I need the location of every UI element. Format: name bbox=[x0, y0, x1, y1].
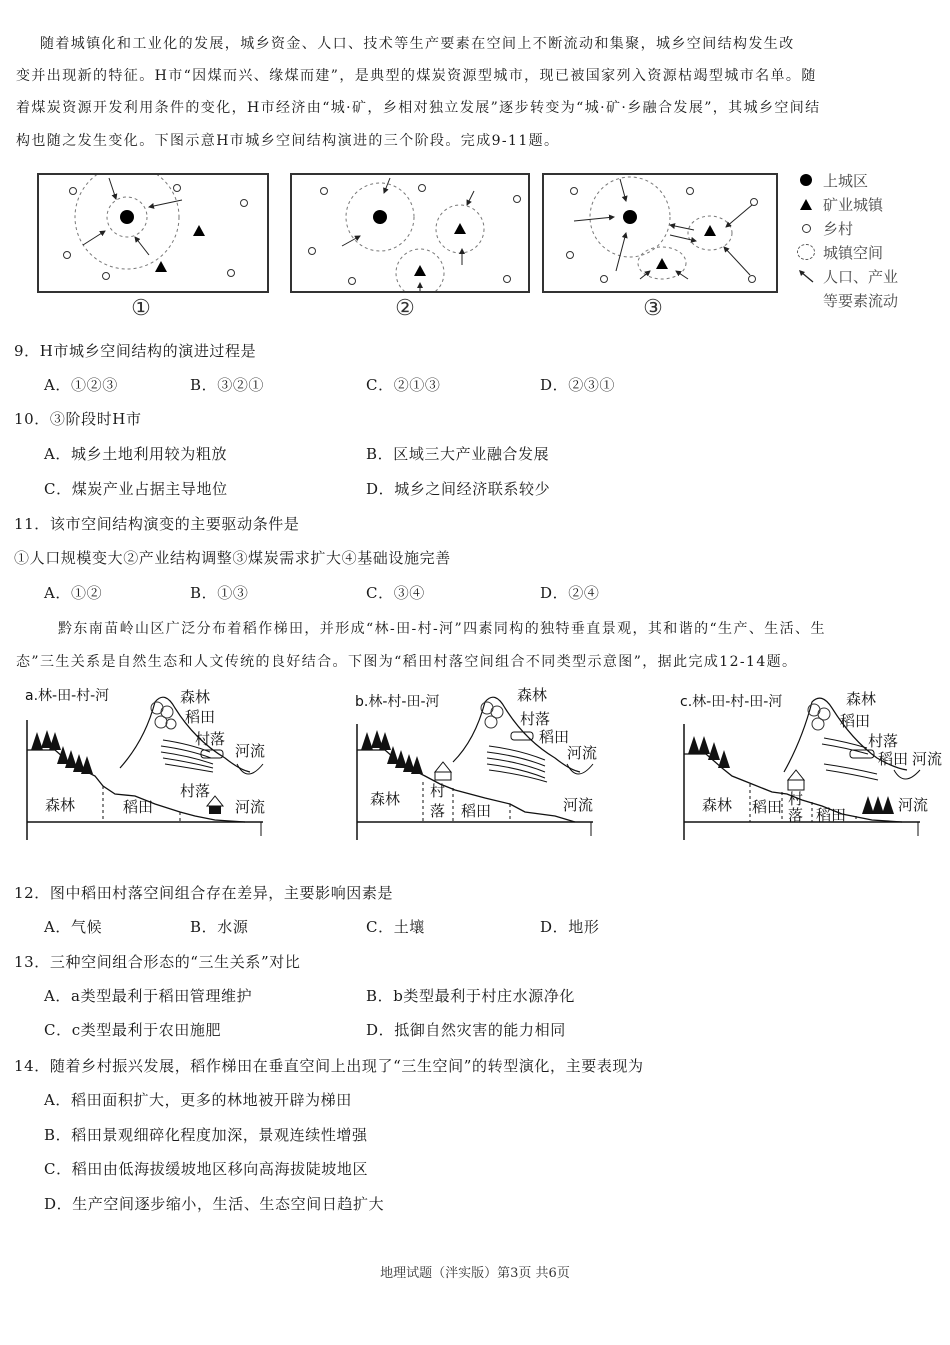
option-b[interactable]: B．区域三大产业融合发展 bbox=[366, 445, 550, 463]
svg-text:河流: 河流 bbox=[235, 798, 266, 816]
svg-text:稻田: 稻田 bbox=[123, 798, 154, 816]
stage-1-label: ① bbox=[131, 296, 151, 321]
intro-line: 黔东南苗岭山区广泛分布着稻作梯田，并形成“林-田-村-河”四素同构的独特垂直景观，其和谐的“生产、生活、生 bbox=[58, 621, 826, 637]
main-city-icon bbox=[800, 174, 812, 186]
svg-text:森林: 森林 bbox=[180, 688, 211, 706]
intro-line: 态”三生关系是自然生态和人文传统的良好结合。下图为“稻田村落空间组合不同类型示意图”，据此完成12-14题。 bbox=[16, 654, 798, 670]
stage-2-map-icon bbox=[292, 175, 528, 291]
svg-text:河流: 河流 bbox=[898, 796, 929, 814]
option-a[interactable]: A．稻田面积扩大，更多的林地被开辟为梯田 bbox=[44, 1091, 352, 1109]
svg-text:森林: 森林 bbox=[370, 790, 401, 808]
question-stem: 图中稻田村落空间组合存在差异，主要影响因素是 bbox=[49, 884, 394, 902]
option-d[interactable]: D．城乡之间经济联系较少 bbox=[366, 480, 551, 498]
question-number: 13． bbox=[14, 953, 50, 971]
stage-2-label: ② bbox=[395, 296, 415, 321]
figure-1-legend bbox=[795, 168, 945, 312]
svg-text:稻田: 稻田 bbox=[185, 708, 216, 726]
svg-text:稻田: 稻田 bbox=[840, 712, 871, 730]
panel-a bbox=[25, 687, 265, 840]
option-b[interactable]: B．b类型最利于村庄水源净化 bbox=[366, 987, 576, 1005]
option-d[interactable]: D．②④ bbox=[540, 584, 600, 602]
svg-text:稻田: 稻田 bbox=[752, 798, 783, 816]
svg-text:a.林-田-村-河: a.林-田-村-河 bbox=[25, 688, 110, 704]
option-a[interactable]: A．①②③ bbox=[44, 376, 118, 394]
question-stem: ③阶段时H市 bbox=[49, 410, 142, 428]
mining-town-icon bbox=[800, 199, 812, 210]
stage-2-diagram bbox=[290, 173, 530, 293]
question-number: 12． bbox=[14, 884, 50, 902]
legend-item: 城镇空间 bbox=[795, 240, 945, 264]
svg-text:村落: 村落 bbox=[195, 730, 226, 748]
svg-text:村: 村 bbox=[788, 790, 804, 808]
stage-1-diagram bbox=[37, 173, 269, 293]
option-c[interactable]: C．煤炭产业占据主导地位 bbox=[44, 480, 228, 498]
option-c[interactable]: C．c类型最利于农田施肥 bbox=[44, 1021, 222, 1039]
svg-text:落: 落 bbox=[430, 802, 446, 820]
legend-item: 上城区 bbox=[795, 168, 945, 192]
option-d[interactable]: D．抵御自然灾害的能力相同 bbox=[366, 1021, 566, 1039]
town-space-icon bbox=[797, 244, 815, 260]
svg-text:c.林-田-村-田-河: c.林-田-村-田-河 bbox=[680, 694, 783, 710]
svg-text:河流: 河流 bbox=[567, 744, 598, 762]
option-b[interactable]: B．稻田景观细碎化程度加深，景观连续性增强 bbox=[44, 1126, 368, 1144]
question-number: 9． bbox=[14, 342, 40, 360]
option-b[interactable]: B．水源 bbox=[190, 918, 249, 936]
svg-text:河流: 河流 bbox=[912, 750, 943, 768]
option-a[interactable]: A．①② bbox=[44, 584, 103, 602]
option-d[interactable]: D．②③① bbox=[540, 376, 616, 394]
legend-item: 矿业城镇 bbox=[795, 192, 945, 216]
option-d[interactable]: D．生产空间逐步缩小，生活、生态空间日趋扩大 bbox=[44, 1195, 385, 1213]
option-a[interactable]: A．气候 bbox=[44, 918, 103, 936]
question-stem: H市城乡空间结构的演进过程是 bbox=[39, 342, 257, 360]
option-b[interactable]: B．③②① bbox=[190, 376, 265, 394]
panel-c bbox=[680, 690, 942, 840]
option-c[interactable]: C．②①③ bbox=[366, 376, 441, 394]
page-footer: 地理试题（泮实版）第3页 共6页 bbox=[380, 1266, 570, 1281]
option-c[interactable]: C．土壤 bbox=[366, 918, 425, 936]
option-a[interactable]: A．城乡土地利用较为粗放 bbox=[44, 445, 228, 463]
option-c[interactable]: C．③④ bbox=[366, 584, 425, 602]
svg-text:河流: 河流 bbox=[563, 796, 594, 814]
legend-item: 乡村 bbox=[795, 216, 945, 240]
svg-text:森林: 森林 bbox=[45, 796, 76, 814]
question-stem: 随着乡村振兴发展，稻作梯田在垂直空间上出现了“三生空间”的转型演化，主要表现为 bbox=[49, 1057, 644, 1075]
option-d[interactable]: D．地形 bbox=[540, 918, 600, 936]
svg-text:落: 落 bbox=[788, 806, 804, 824]
legend-item: 人口、产业 bbox=[795, 264, 945, 288]
stage-3-map-icon bbox=[544, 175, 776, 291]
stage-3-label: ③ bbox=[643, 296, 663, 321]
svg-text:b.林-村-田-河: b.林-村-田-河 bbox=[355, 694, 440, 710]
svg-text:稻田: 稻田 bbox=[461, 802, 492, 820]
question-stem: 三种空间组合形态的“三生关系”对比 bbox=[49, 953, 301, 971]
terrace-profile-diagrams-icon bbox=[0, 680, 950, 850]
option-a[interactable]: A．a类型最利于稻田管理维护 bbox=[44, 987, 253, 1005]
flow-arrow-icon bbox=[797, 269, 815, 283]
legend-item: 等要素流动 bbox=[823, 291, 899, 310]
svg-text:村落: 村落 bbox=[868, 732, 899, 750]
intro-line: 着煤炭资源开发利用条件的变化，H市经济由“城·矿，乡相对独立发展”逐步转变为“城·矿·乡融合发展”，其城乡空间结 bbox=[16, 100, 821, 116]
svg-text:村落: 村落 bbox=[520, 710, 551, 728]
svg-text:森林: 森林 bbox=[846, 690, 877, 708]
svg-text:森林: 森林 bbox=[702, 796, 733, 814]
svg-text:村: 村 bbox=[430, 782, 446, 800]
question-number: 10． bbox=[14, 410, 50, 428]
stage-1-map-icon bbox=[39, 175, 267, 291]
question-sub-items: ①人口规模变大②产业结构调整③煤炭需求扩大④基础设施完善 bbox=[14, 549, 451, 567]
svg-text:稻田: 稻田 bbox=[816, 806, 847, 824]
stage-3-diagram bbox=[542, 173, 778, 293]
village-icon bbox=[802, 224, 811, 233]
svg-text:稻田: 稻田 bbox=[878, 750, 909, 768]
question-number: 14． bbox=[14, 1057, 50, 1075]
svg-text:森林: 森林 bbox=[517, 686, 548, 704]
panel-b bbox=[355, 686, 597, 840]
question-number: 11． bbox=[14, 515, 50, 533]
svg-text:稻田: 稻田 bbox=[539, 728, 570, 746]
svg-text:村落: 村落 bbox=[180, 782, 211, 800]
question-stem: 该市空间结构演变的主要驱动条件是 bbox=[49, 515, 300, 533]
intro-line: 随着城镇化和工业化的发展，城乡资金、人口、技术等生产要素在空间上不断流动和集聚，城乡空间结构发生改 bbox=[40, 36, 795, 52]
intro-line: 构也随之发生变化。下图示意H市城乡空间结构演进的三个阶段。完成9-11题。 bbox=[16, 133, 560, 149]
option-b[interactable]: B．①③ bbox=[190, 584, 249, 602]
svg-text:河流: 河流 bbox=[235, 742, 266, 760]
intro-line: 变并出现新的特征。H市“因煤而兴、缘煤而建”，是典型的煤炭资源型城市，现已被国家列入资源枯竭型城市名单。随 bbox=[16, 68, 817, 84]
option-c[interactable]: C．稻田由低海拔缓坡地区移向高海拔陡坡地区 bbox=[44, 1160, 369, 1178]
